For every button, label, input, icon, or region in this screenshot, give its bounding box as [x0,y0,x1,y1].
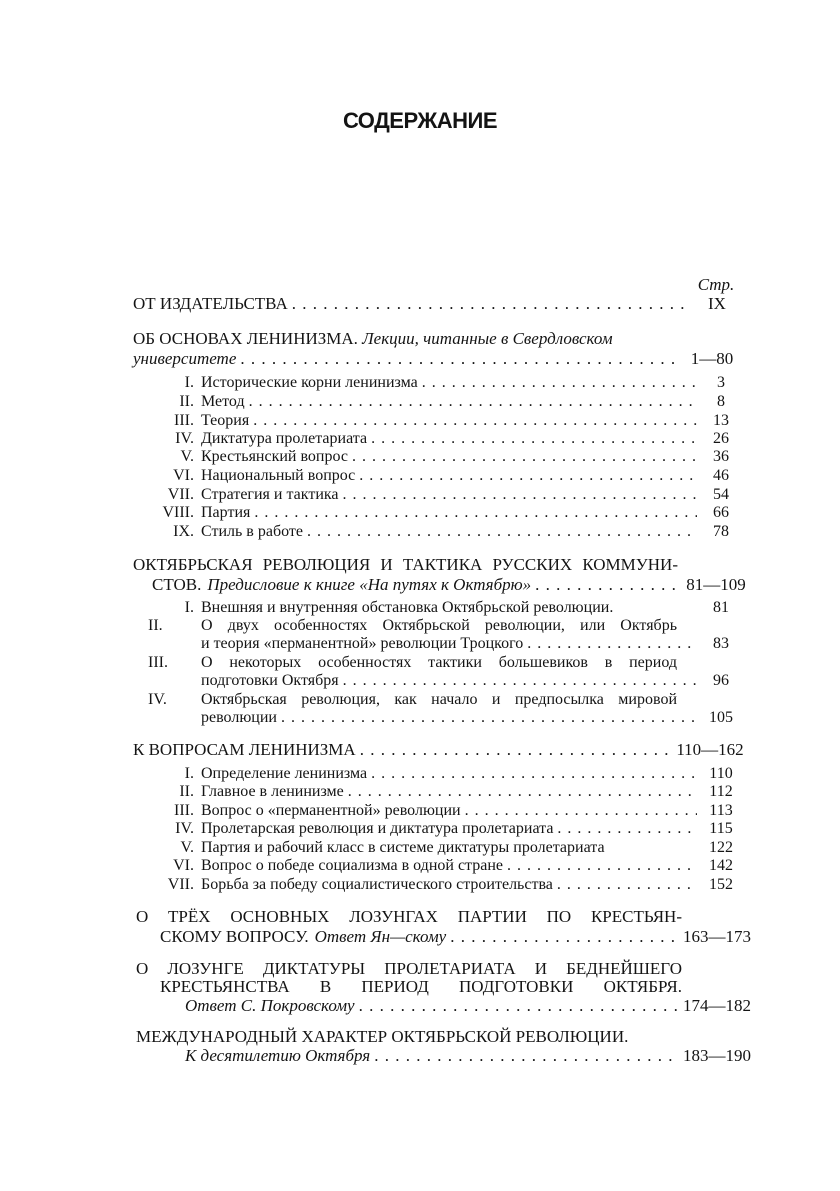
dot-leader [557,820,697,838]
chapter-title: Национальный вопрос [201,467,356,484]
chapter-page: 26 [713,430,729,447]
toc-entry-page: 183—190 [683,1046,751,1065]
toc-entry-page: 174—182 [683,996,751,1015]
toc-entry-title: МЕЖДУНАРОДНЫЙ ХАРАКТЕР ОКТЯБРЬСКОЙ РЕВОЛЮЦИИ. [136,1027,629,1046]
chapter-number: I. [184,374,194,391]
toc-chapter[interactable] [148,486,742,504]
toc-chapter[interactable] [148,374,742,392]
chapter-number: V. [180,839,194,856]
chapter-title: и теория «перманентной» революции Троцкого [201,635,524,652]
toc-entry-international[interactable] [185,1046,754,1065]
chapter-number: II. [148,617,163,634]
chapter-title: Крестьянский вопрос [201,448,348,465]
toc-entry-subtitle: Ответ Ян—скому [314,927,447,946]
chapter-page: 112 [709,783,733,800]
chapter-page: 122 [709,839,733,856]
chapter-title: Вопрос о победе социализма в одной стране [201,857,503,874]
toc-entry-title: О ЛОЗУНГЕ ДИКТАТУРЫ ПРОЛЕТАРИАТА И БЕДНЕЙШЕГО [136,959,682,978]
toc-entry-title: ОБ ОСНОВАХ ЛЕНИНИЗМА. [133,329,358,348]
chapter-page: 36 [713,448,729,465]
chapter-title: Октябрьская революция, как начало и предпосылка мировой [201,691,677,708]
chapter-number: III. [174,802,194,819]
dot-leader [307,523,697,541]
toc-chapter[interactable] [148,802,742,820]
chapter-number: III. [148,654,168,671]
toc-entry-subtitle: университете [133,349,237,368]
toc-chapter[interactable] [148,820,742,838]
chapter-number: VI. [173,467,194,484]
dot-leader [557,876,697,894]
dot-leader [371,765,697,783]
chapter-title: О некоторых особенностях тактики большевиков в период [201,654,677,671]
toc-entry-title: О ТРЁХ ОСНОВНЫХ ЛОЗУНГАХ ПАРТИИ ПО КРЕСТЬЯН- [136,907,682,926]
toc-entry-title: СКОМУ ВОПРОСУ. [160,927,309,946]
chapter-page: 78 [713,523,729,540]
chapter-number: IV. [175,430,194,447]
chapter-number: I. [184,599,194,616]
chapter-number: II. [179,783,194,800]
toc-entry-subtitle: Предисловие к книге «На путях к Октябрю» [207,575,532,594]
chapter-page: 110 [709,765,733,782]
toc-chapter[interactable] [201,635,742,653]
toc-entry-dictatorship-heading-line [160,977,682,996]
chapter-page: 81 [713,599,729,616]
dot-leader [374,1046,677,1065]
dot-leader [360,740,675,759]
dot-leader [348,783,697,801]
chapter-title: Борьба за победу социалистического строительства [201,876,553,893]
toc-chapter-line [148,691,677,709]
dot-leader [343,672,697,690]
toc-chapter[interactable] [148,448,742,466]
dot-leader [249,393,697,411]
toc-chapter[interactable] [148,783,742,801]
chapter-title: Пролетарская революция и диктатура пролетариата [201,820,554,837]
toc-entry-questions[interactable] [133,740,745,759]
chapter-title: Теория [201,412,250,429]
toc-entry-publisher[interactable] [133,294,745,313]
toc-entry-october-heading[interactable] [133,555,678,574]
dot-leader [352,448,697,466]
chapter-number: IX. [173,523,194,540]
toc-entry-title: КРЕСТЬЯНСТВА В ПЕРИОД ПОДГОТОВКИ ОКТЯБРЯ. [160,977,682,996]
chapter-page: 96 [713,672,729,689]
chapter-number: II. [179,393,194,410]
toc-chapter[interactable] [148,765,742,783]
chapter-title: Определение ленинизма [201,765,368,782]
chapter-page: 46 [713,467,729,484]
dot-leader [281,709,697,727]
toc-entry-dictatorship[interactable] [185,996,754,1015]
chapter-title: Диктатура пролетариата [201,430,368,447]
toc-entry-october[interactable] [152,575,750,594]
chapter-title: Метод [201,393,245,410]
toc-entry-title: СТОВ. [152,575,202,594]
dot-leader [371,430,697,448]
toc-chapter[interactable] [148,523,742,541]
toc-chapter[interactable] [148,412,742,430]
toc-entry-page: 110—162 [676,740,744,759]
dot-leader [343,486,697,504]
chapter-title: революции [201,709,277,726]
dot-leader [507,857,697,875]
chapter-page: 113 [709,802,733,819]
dot-leader [527,635,697,653]
dot-leader [254,504,697,522]
chapter-number: VII. [167,876,194,893]
chapter-title: Главное в ленинизме [201,783,344,800]
chapter-page: 105 [709,709,733,726]
toc-entry-title: К ВОПРОСАМ ЛЕНИНИЗМА [133,740,356,759]
toc-entry-foundations-heading[interactable] [133,329,673,348]
toc-chapter[interactable] [148,876,742,894]
chapter-title: Исторические корни ленинизма [201,374,418,391]
dot-leader [359,467,697,485]
toc-chapter[interactable] [148,467,742,485]
chapter-number: IV. [148,691,167,708]
chapter-number: III. [174,412,194,429]
chapter-page: 3 [717,374,725,391]
toc-entry-subtitle: Лекции, читанные в Свердловском [362,329,613,348]
chapter-page: 13 [713,412,729,429]
chapter-page: 83 [713,635,729,652]
toc-entry-title: ОТ ИЗДАТЕЛЬСТВА [133,294,288,313]
chapter-title: Партия и рабочий класс в системе диктатуры пролетариата [201,839,605,856]
toc-chapter[interactable] [148,839,742,857]
toc-entry-slogans[interactable] [160,927,754,946]
toc-chapter[interactable] [201,672,742,690]
dot-leader [359,996,677,1015]
toc-entry-slogans-heading[interactable] [136,907,682,926]
chapter-number: I. [184,765,194,782]
dot-leader [240,349,676,368]
dot-leader [253,412,697,430]
toc-entry-subtitle: К десятилетию Октября [185,1046,371,1065]
dot-leader [535,575,679,594]
chapter-page: 115 [709,820,733,837]
toc-chapter[interactable] [148,430,742,448]
toc-chapter-line [148,654,677,672]
toc-entry-subtitle: Ответ С. Покровскому [185,996,355,1015]
chapter-title: Вопрос о «перманентной» революции [201,802,461,819]
chapter-title: подготовки Октября [201,672,339,689]
chapter-page: 66 [713,504,729,521]
chapter-number: VII. [167,486,194,503]
toc-entry-foundations[interactable] [133,349,745,368]
toc-entry-page: IX [708,294,726,313]
chapter-title: О двух особенностях Октябрьской революции, или Октябрь [201,617,677,634]
toc-chapter[interactable] [148,857,742,875]
toc-entry-title: ОКТЯБРЬСКАЯ РЕВОЛЮЦИЯ И ТАКТИКА РУССКИХ КОММУНИ- [133,555,678,574]
dot-leader [292,294,686,313]
toc-chapter-line [148,617,677,635]
toc-entry-page: 163—173 [683,927,751,946]
chapter-title: Стратегия и тактика [201,486,339,503]
chapter-number: IV. [175,820,194,837]
chapter-page: 54 [713,486,729,503]
dot-leader [422,374,697,392]
chapter-page: 8 [717,393,725,410]
toc-chapter[interactable] [148,393,742,411]
chapter-number: V. [180,448,194,465]
chapter-title: Внешняя и внутренняя обстановка Октябрьской революции. [201,599,614,616]
chapter-number: VI. [173,857,194,874]
dot-leader [450,927,677,946]
toc-chapter[interactable] [201,709,742,727]
toc-chapter[interactable] [148,599,742,617]
toc-chapter[interactable] [148,504,742,522]
chapter-title: Партия [201,504,251,521]
toc-entry-page: 1—80 [690,349,734,368]
chapter-page: 152 [709,876,733,893]
chapter-page: 142 [709,857,733,874]
page-title: СОДЕРЖАНИЕ [342,108,498,133]
page-column-header: Стр. [697,275,735,294]
chapter-number: VIII. [162,504,194,521]
toc-entry-dictatorship-heading[interactable] [136,959,682,978]
toc-entry-page: 81—109 [686,575,746,594]
toc-entry-international-heading[interactable] [136,1027,682,1046]
chapter-title: Стиль в работе [201,523,303,540]
dot-leader [465,802,697,820]
